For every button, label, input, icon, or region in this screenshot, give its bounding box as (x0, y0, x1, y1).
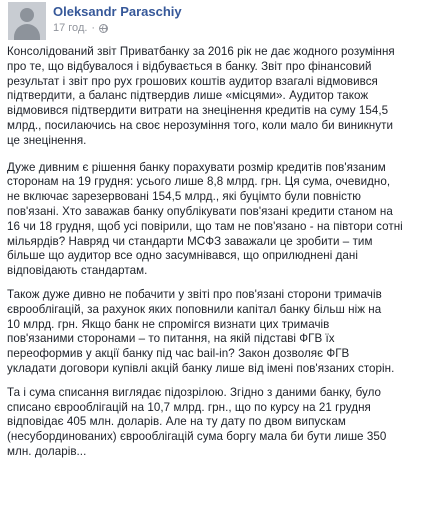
post-header (8, 0, 433, 44)
post-paragraph-2: Дуже дивним є рішення банку порахувати розмір кредитів пов'язаним сторонам на 19 грудня: усього лише 8,8 млрд. грн. Ця сума, очевидно, не включає зарезервовані 154,5 млрд., які буцімто були повністю пов'язані. Хто заважав банку опублікувати пов'язані кредити станом на 16 чи 18 грудня, щоб усі повірили, що там не пов'язано - на півтори сотні мільярдів? Навряд чи стандарти МСФЗ заважали це зробити – тим більше що аудитор все одно засумнівався, що оприлюднені дані відповідають стандартам. (7, 160, 403, 278)
post-paragraph-3: Також дуже дивно не побачити у звіті про пов'язані сторони тримачів єврооблігацій, за рахунок яких поповнили капітал банку більш ніж на 10 млрд. грн. Якщо банк не спромігся визнати цих тримачів пов'язаними сторонами – то питання, на якій підставі ФГВ їх переоформив у акції банку під час bail-in? Закон дозволяє ФГВ укладати договори купівлі акцій банку лише від імені пов'язаних сторін. (7, 287, 395, 375)
author-name-link[interactable]: Oleksandr Paraschiy (53, 4, 182, 19)
meta-separator: · (91, 22, 96, 34)
author-avatar[interactable] (8, 2, 46, 40)
avatar-head-shape (20, 8, 34, 22)
post-timestamp-link[interactable]: 17 год. (53, 22, 88, 34)
post-body (7, 45, 435, 460)
globe-icon[interactable] (99, 24, 108, 33)
post-paragraph-1: Консолідований звіт Приватбанку за 2016 рік не дає жодного розуміння про те, що відбувалося і відбувається в банку. Звіт про фінансовий результат і звіт про рух грошових коштів аудитор взагалі відмовився підтвердити, а баланс підтвердив лише «місцями». Аудитор також відмовився підтвердити витрати на знецінення кредитів на суму 154,5 млрд., посилаючись на своє нерозуміння того, коли мало би виникнути це знецінення. (7, 45, 395, 147)
post-paragraph-4: Та і сума списання виглядає підозрілою. Згідно з даними банку, було списано єврооблігацій на 10,7 млрд. грн., що по курсу на 21 грудня відповідає 405 млн. доларів. Але на ту дату по двом випускам (несубординованих) єврооблігацій сума боргу мала би бути лише 350 млн. доларів... (7, 385, 387, 458)
post-meta (53, 22, 108, 34)
avatar-shoulders-shape (14, 24, 40, 40)
